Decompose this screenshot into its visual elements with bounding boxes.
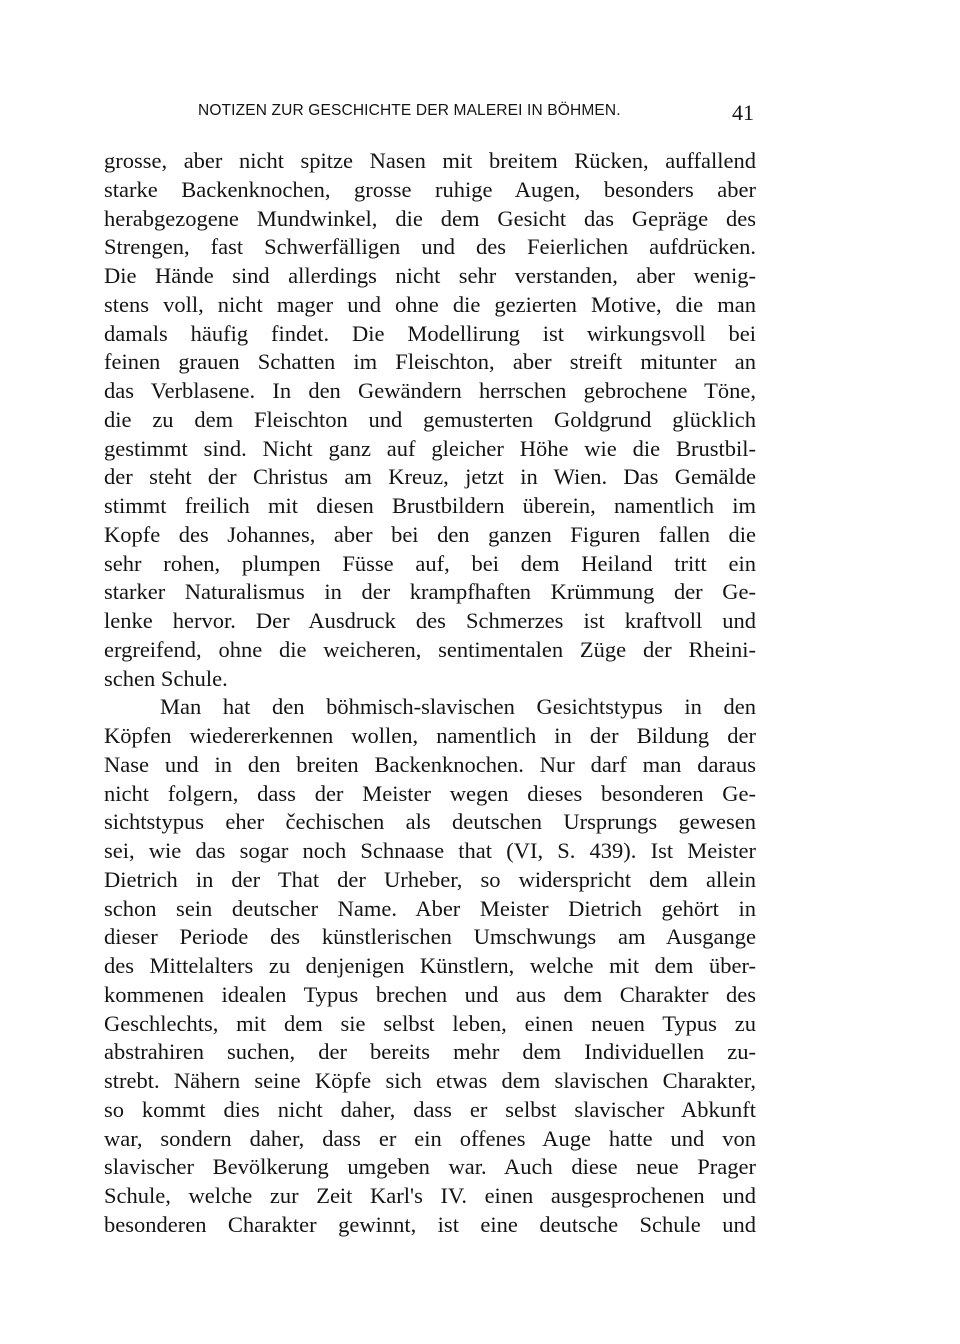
text-line: strebt. Nähern seine Köpfe sich etwas dem slavischen Charakter, [104,1068,756,1093]
text-line: der steht der Christus am Kreuz, jetzt in Wien. Das Gemälde [104,464,756,490]
text-line: besonderen Charakter gewinnt, ist eine deutsche Schule und [104,1211,756,1237]
text-line: sehr rohen, plumpen Füsse auf, bei dem Heiland tritt ein [104,550,756,576]
text-line: feinen grauen Schatten im Fleischton, aber streift mitunter an [104,349,756,375]
running-head [104,100,756,130]
text-line: Dietrich in der That der Urheber, so widerspricht dem allein [104,866,756,892]
text-line: nicht folgern, dass der Meister wegen dieses besonderen Ge- [104,780,756,806]
text-line: Geschlechts, mit dem sie selbst leben, einen neuen Typus zu [104,1010,756,1036]
text-line: abstrahiren suchen, der bereits mehr dem Individuellen zu- [104,1039,756,1065]
paragraph [104,693,756,1239]
text-line: herabgezogene Mundwinkel, die dem Gesicht das Gepräge des [104,205,756,231]
page-number: 41 [732,100,754,125]
body-text [104,147,756,1240]
text-line: kommenen idealen Typus brechen und aus dem Charakter des [104,981,756,1007]
text-line: das Verblasene. In den Gewändern herrschen gebrochene Töne, [104,378,756,403]
text-line: sei, wie das sogar noch Schnaase that (VI, S. 439). Ist Meister [104,838,756,863]
text-line: grosse, aber nicht spitze Nasen mit breitem Rücken, auffallend [104,148,756,173]
text-line: Nase und in den breiten Backenknochen. Nur darf man daraus [104,751,756,777]
text-line: schen Schule. [104,665,228,691]
text-line: sichtstypus eher čechischen als deutschen Ursprungs gewesen [104,809,756,835]
text-line: starke Backenknochen, grosse ruhige Augen, besonders aber [104,176,756,202]
text-line: Köpfen wiedererkennen wollen, namentlich in der Bildung der [104,723,756,748]
text-line: des Mittelalters zu denjenigen Künstlern, welche mit dem über- [104,953,756,978]
text-line: Strengen, fast Schwerfälligen und des Feierlichen aufdrücken. [104,234,756,260]
text-line: Schule, welche zur Zeit Karl's IV. einen ausgesprochenen und [104,1183,756,1208]
text-line: gestimmt sind. Nicht ganz auf gleicher Höhe wie die Brustbil- [104,435,756,461]
paragraph [104,147,756,693]
text-line: stens voll, nicht mager und ohne die gezierten Motive, die man [104,291,756,317]
text-line: lenke hervor. Der Ausdruck des Schmerzes ist kraftvoll und [104,608,756,633]
text-line: ergreifend, ohne die weicheren, sentimentalen Züge der Rheini- [104,636,756,662]
text-line: war, sondern daher, dass er ein offenes Auge hatte und von [104,1125,756,1151]
text-line: Man hat den böhmisch-slavischen Gesichtstypus in den [160,694,756,720]
running-title: NOTIZEN ZUR GESCHICHTE DER MALEREI IN BÖHMEN. [198,102,621,119]
text-line: slavischer Bevölkerung umgeben war. Auch diese neue Prager [104,1154,756,1180]
text-line: schon sein deutscher Name. Aber Meister Dietrich gehört in [104,895,756,921]
text-line: so kommt dies nicht daher, dass er selbst slavischer Abkunft [104,1096,756,1122]
text-line: Kopfe des Johannes, aber bei den ganzen Figuren fallen die [104,521,756,547]
text-line: dieser Periode des künstlerischen Umschwungs am Ausgange [104,924,756,950]
text-line: starker Naturalismus in der krampfhaften Krümmung der Ge- [104,579,756,605]
text-line: damals häufig findet. Die Modellirung ist wirkungsvoll bei [104,320,756,346]
text-line: die zu dem Fleischton und gemusterten Goldgrund glücklich [104,406,756,432]
text-line: stimmt freilich mit diesen Brustbildern überein, namentlich im [104,493,756,518]
text-line: Die Hände sind allerdings nicht sehr verstanden, aber wenig- [104,263,756,288]
